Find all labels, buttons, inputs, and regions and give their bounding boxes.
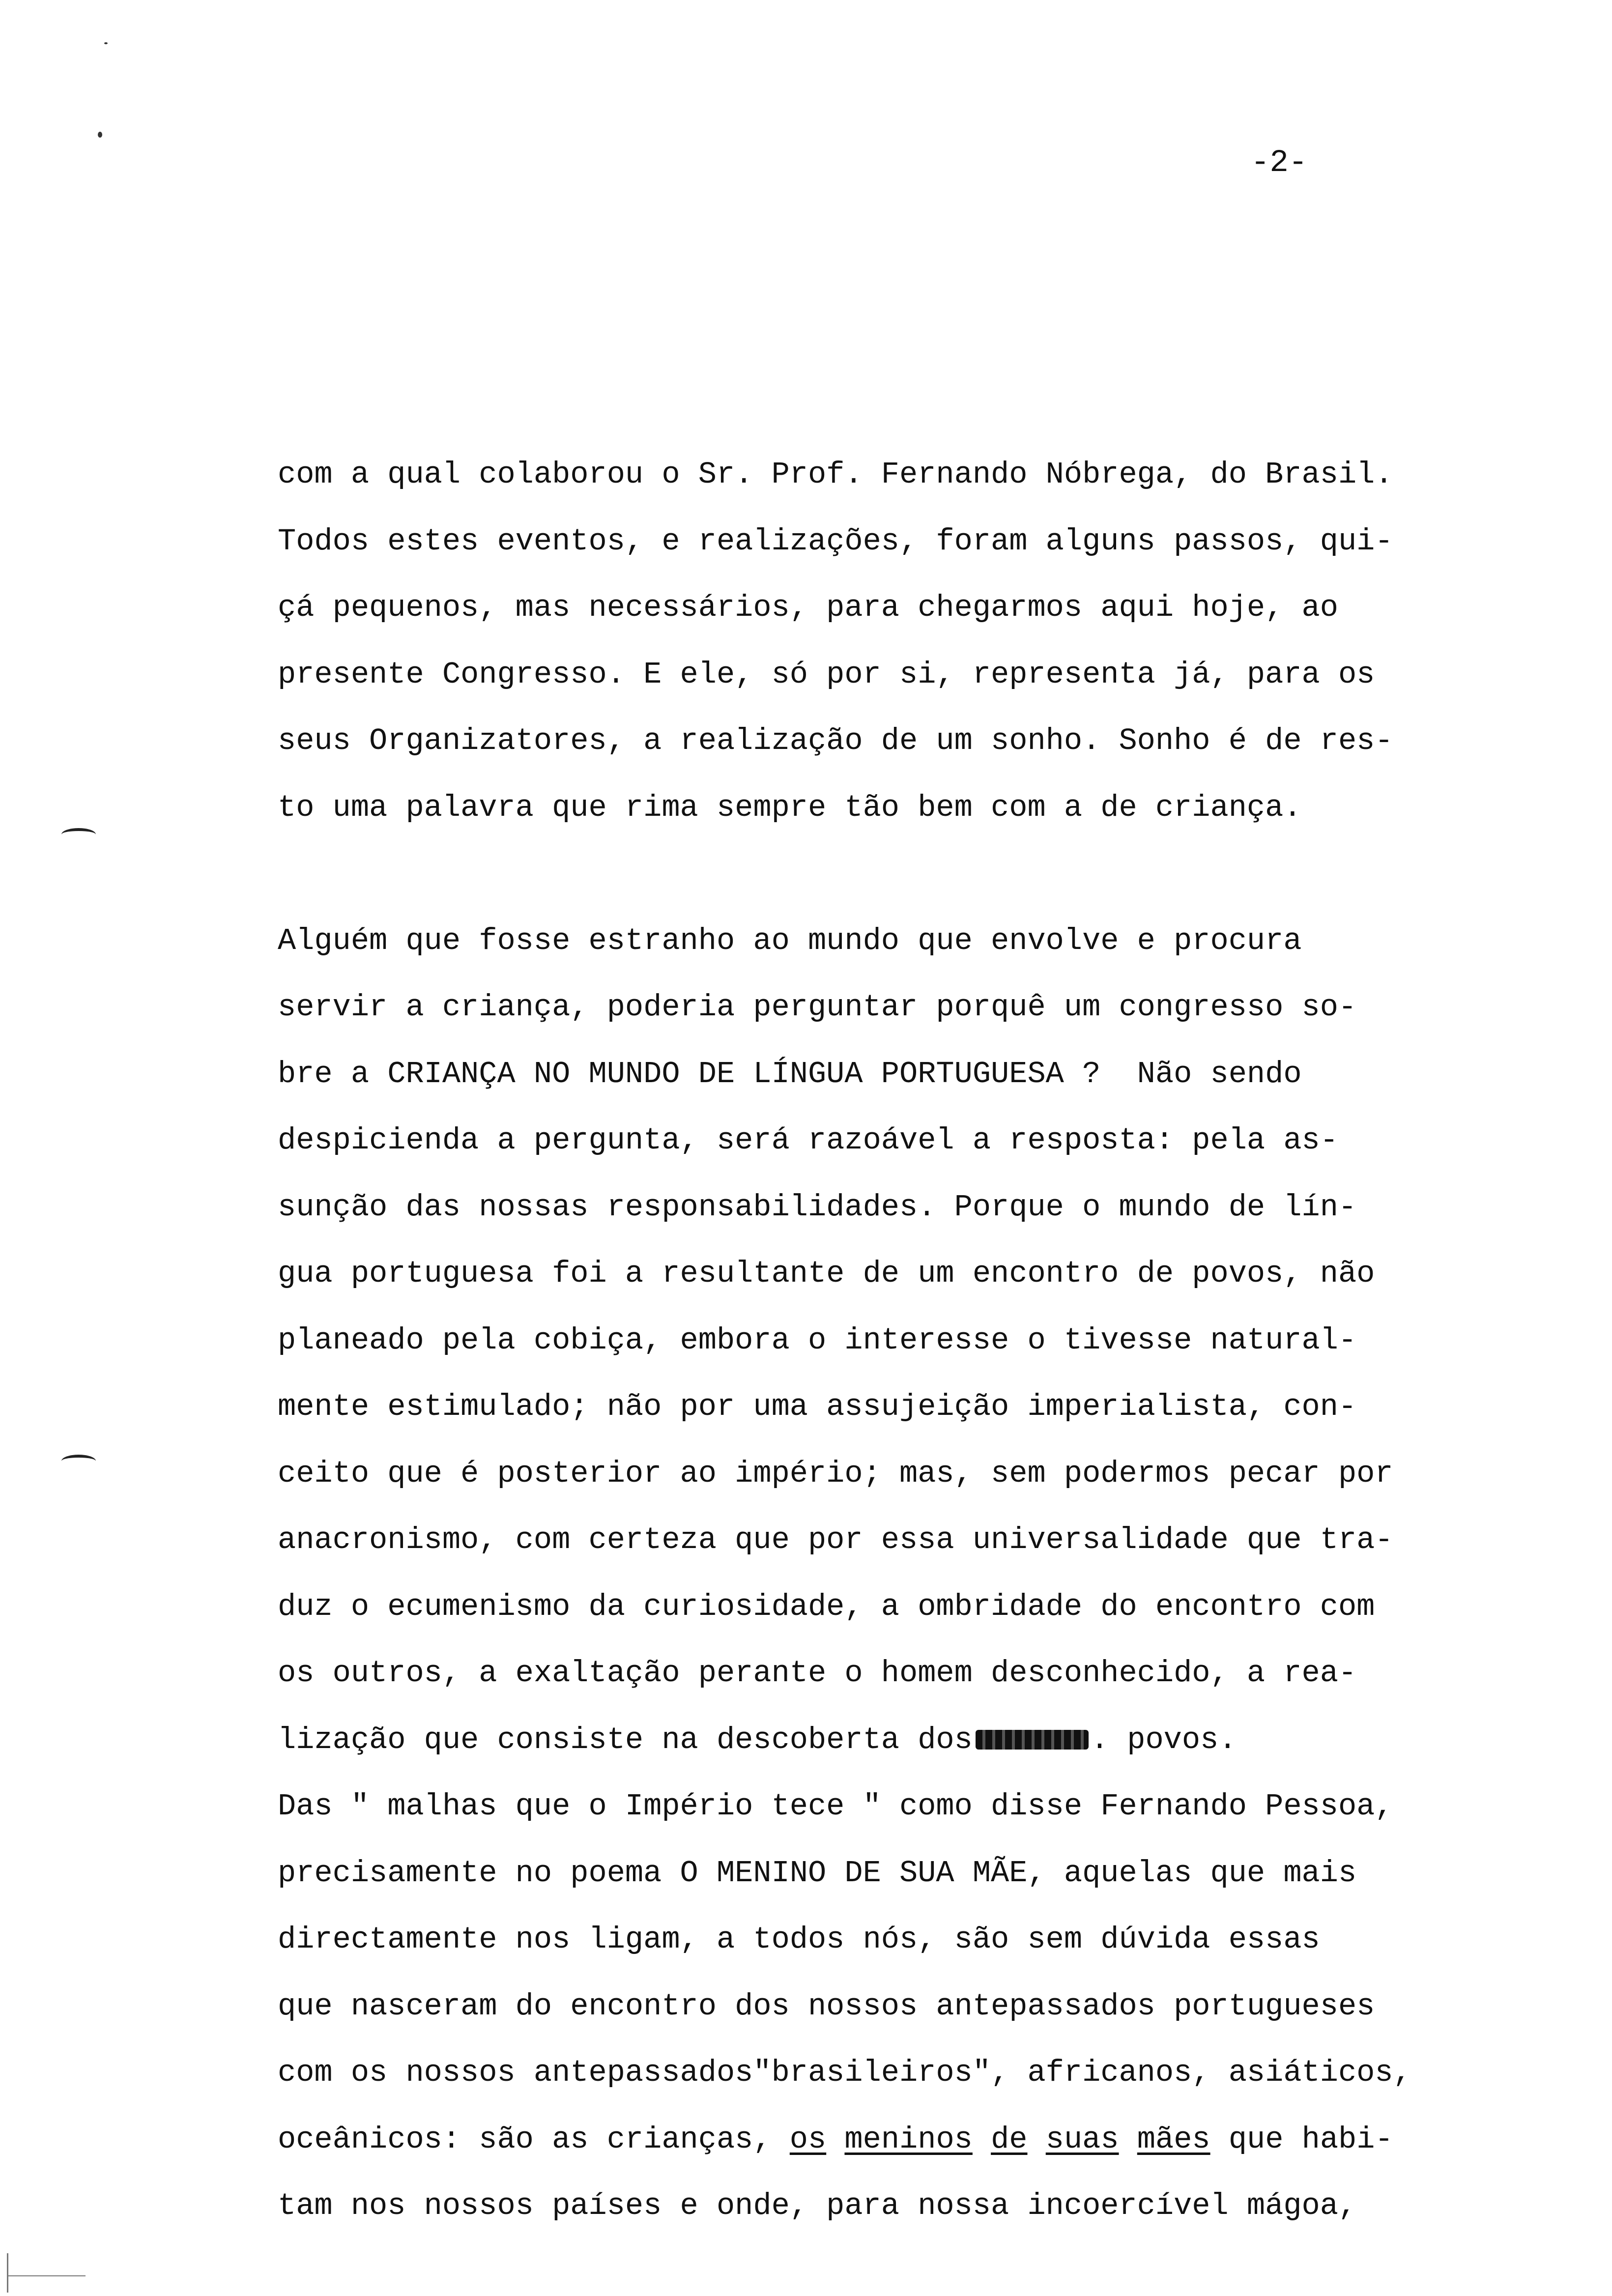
text-line: gua portuguesa foi a resultante de um encontro de povos, não <box>278 1256 1375 1291</box>
text-line: servir a criança, poderia perguntar porquê um congresso so- <box>278 990 1357 1025</box>
underlined-word: mães <box>1137 2122 1210 2157</box>
text-line: anacronismo, com certeza que por essa universalidade que tra- <box>278 1522 1393 1557</box>
text-line: precisamente no poema O MENINO DE SUA MÃE, aquelas que mais <box>278 1855 1357 1891</box>
text-line-with-strikeout <box>278 1707 1497 1774</box>
underlined-word: meninos <box>844 2122 973 2157</box>
underlined-word: os <box>789 2122 827 2157</box>
text-line: Alguém que fosse estranho ao mundo que envolve e procura <box>278 923 1302 958</box>
scan-edge-line <box>7 2253 8 2293</box>
text-line: tam nos nossos países e onde, para nossa incoercível mágoa, <box>278 2188 1357 2223</box>
text-line: ceito que é posterior ao império; mas, sem podermos pecar por <box>278 1456 1393 1491</box>
text-line: sunção das nossas responsabilidades. Porque o mundo de lín- <box>278 1189 1357 1225</box>
paragraph <box>278 908 1497 1774</box>
text-line-with-underline <box>278 2106 1497 2173</box>
text-line: despicienda a pergunta, será razoável a resposta: pela as- <box>278 1123 1338 1158</box>
scan-speck <box>98 132 102 138</box>
paragraph-gap <box>278 841 1497 908</box>
text-line: seus Organizatores, a realização de um sonho. Sonho é de res- <box>278 723 1393 758</box>
text-line: que nasceram do encontro dos nossos antepassados portugueses <box>278 1988 1375 2024</box>
text-line: os outros, a exaltação perante o homem desconhecido, a rea- <box>278 1656 1357 1691</box>
typed-over-strikeout <box>976 1730 1089 1750</box>
body-text <box>278 441 1497 2239</box>
text-line: directamente nos ligam, a todos nós, são sem dúvida essas <box>278 1922 1320 1957</box>
text-segment: oceânicos: são as crianças, <box>278 2122 790 2157</box>
paragraph <box>278 1773 1497 2239</box>
text-line: çá pequenos, mas necessários, para chegarmos aqui hoje, ao <box>278 590 1338 625</box>
text-line: com os nossos antepassados"brasileiros", africanos, asiáticos, <box>278 2055 1411 2090</box>
text-line: mente estimulado; não por uma assujeição imperialista, con- <box>278 1389 1357 1424</box>
text-line: duz o ecumenismo da curiosidade, a ombridade do encontro com <box>278 1589 1375 1624</box>
paragraph <box>278 441 1497 841</box>
text-line: presente Congresso. E ele, só por si, representa já, para os <box>278 657 1375 692</box>
text-line: Todos estes eventos, e realizações, foram alguns passos, qui- <box>278 523 1393 559</box>
margin-mark <box>61 1455 96 1467</box>
underlined-word: suas <box>1045 2122 1119 2157</box>
text-line: planeado pela cobiça, embora o interesse o tivesse natural- <box>278 1322 1357 1358</box>
text-segment: que habi- <box>1210 2122 1393 2157</box>
page-number: -2- <box>1251 145 1308 181</box>
text-line: com a qual colaborou o Sr. Prof. Fernando Nóbrega, do Brasil. <box>278 457 1393 492</box>
text-segment: lização que consiste na descoberta dos <box>278 1722 973 1757</box>
scan-speck <box>104 42 108 44</box>
underlined-word: de <box>991 2122 1028 2157</box>
text-line: to uma palavra que rima sempre tão bem com a de criança. <box>278 790 1302 825</box>
text-line: Das " malhas que o Império tece " como disse Fernando Pessoa, <box>278 1789 1393 1824</box>
text-line: bre a CRIANÇA NO MUNDO DE LÍNGUA PORTUGUESA ? Não sendo <box>278 1056 1302 1091</box>
scan-edge-line <box>7 2275 86 2276</box>
text-segment: . povos. <box>1090 1722 1237 1757</box>
margin-mark <box>61 828 96 841</box>
